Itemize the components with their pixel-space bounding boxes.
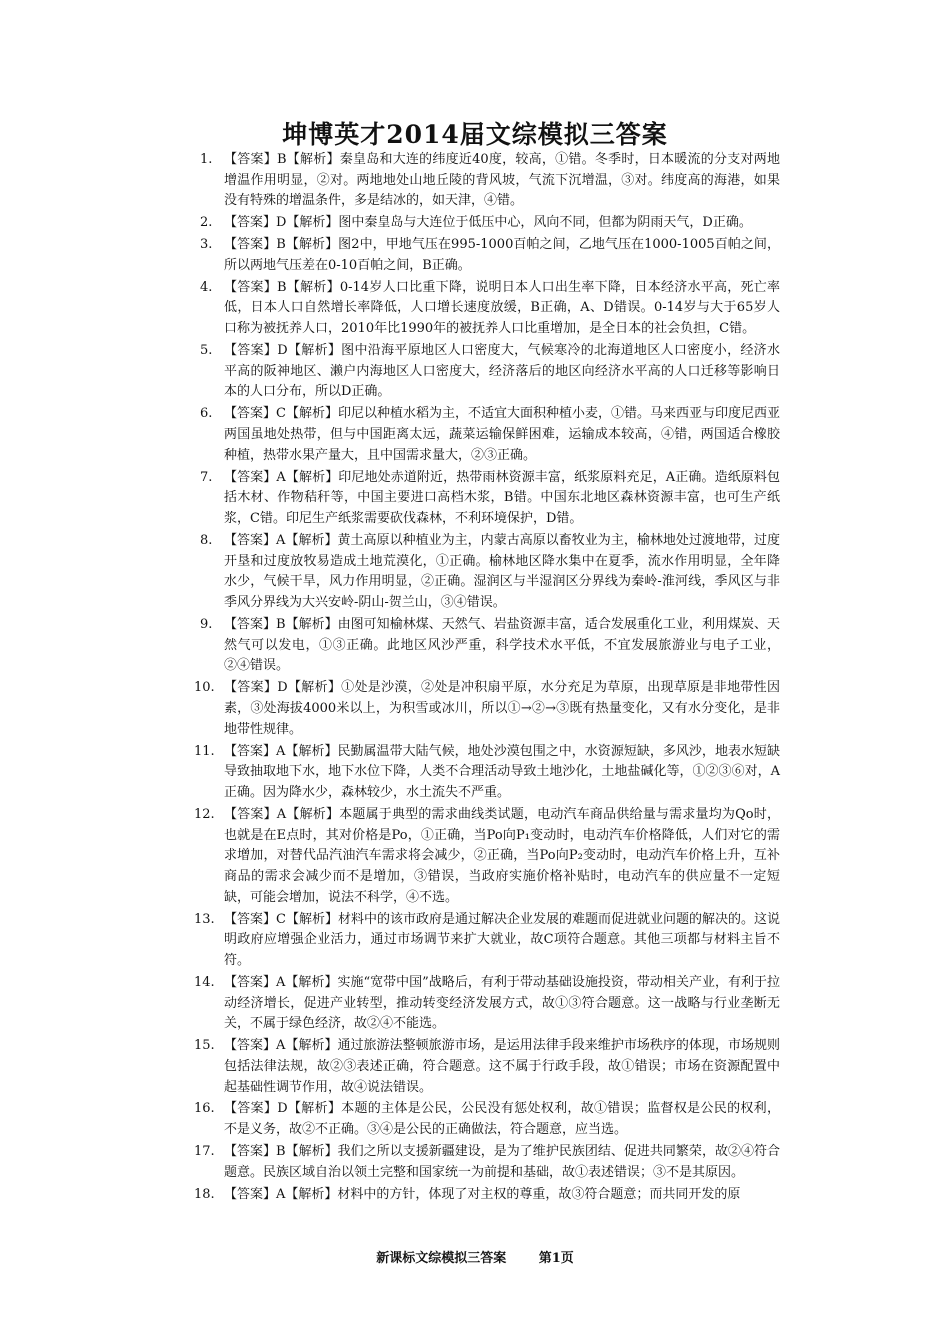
item-text: 【答案】D【解析】本题的主体是公民，公民没有惩处权利，故①错误；监督权是公民的权利，不是义务，故②不正确。③④是公民的正确做法，符合题意，应当选。: [224, 1101, 780, 1138]
page-footer: [0, 1247, 950, 1266]
item-text: 【答案】B【解析】我们之所以支援新疆建设，是为了维护民族团结、促进共同繁荣，故②④符合题意。民族区域自治以领土完整和国家统一为前提和基础，故①表述错误；③不是其原因。: [224, 1144, 780, 1180]
item-number: 15.: [194, 1038, 215, 1054]
item-text: 【答案】A【解析】本题属于典型的需求曲线类试题，电动汽车商品供给量与需求量均为Qo时，也就是在E点时，其对价格是Po，①正确，当Po向P₁变动时，电动汽车价格降低，人们对它的需求增加，对替代品汽油汽车需求将会减少，②正确，当Po向P₂变动时，电动汽车价格上升，互补商品的需求会减少而不是增加，③错误，当政府实施价格补贴时，电动汽车的供应量不一定短缺，可能会增加，说法不科学，④不选。: [224, 806, 780, 905]
item-text: 【答案】A【解析】黄土高原以种植业为主，内蒙古高原以畜牧业为主，榆林地处过渡地带，过度开垦和过度放牧易造成土地荒漠化，①正确。榆林地区降水集中在夏季，流水作用明显，全年降水少，气候干旱，风力作用明显，②正确。湿润区与半湿润区分界线为秦岭-淮河线，季风区与非季风分界线为大兴安岭-阴山-贺兰山，③④错误。: [224, 532, 780, 611]
list-item: [200, 213, 780, 234]
item-text: 【答案】B【解析】秦皇岛和大连的纬度近40度，较高，①错。冬季时，日本暖流的分支对两地增温作用明显，②对。两地地处山地丘陵的背风坡，气流下沉增温，③对。纬度高的海港，如果没有特殊的增温条件，多是结冰的，如天津，④错。: [224, 152, 780, 209]
list-item: [194, 1142, 780, 1183]
item-text: 【答案】A【解析】通过旅游法整顿旅游市场，是运用法律手段来维护市场秩序的体现，市场规则包括法律法规，故②③表述正确，符合题意。这不属于行政手段，故①错误；市场在资源配置中起基础性调节作用，故④说法错误。: [224, 1038, 780, 1095]
item-text: 【答案】B【解析】图2中，甲地气压在995-1000百帕之间，乙地气压在1000-1005百帕之间，所以两地气压差在0-10百帕之间，B正确。: [224, 237, 780, 273]
list-item: [200, 404, 780, 466]
list-item: [194, 973, 780, 1035]
item-number: 1.: [200, 152, 213, 167]
item-text: 【答案】A【解析】民勤属温带大陆气候，地处沙漠包围之中，水资源短缺，多风沙，地表水短缺导致抽取地下水，地下水位下降，人类不合理活动导致土地沙化，土地盐碱化等，①②③⑥对，A正确。因为降水少，森林较少，水土流失不严重。: [224, 743, 780, 800]
item-number: 7.: [200, 469, 213, 485]
item-number: 9.: [200, 616, 213, 632]
item-text: 【答案】B【解析】0-14岁人口比重下降，说明日本人口出生率下降，日本经济水平高，死亡率低，日本人口自然增长率降低，人口增长速度放缓，B正确，A、D错误。0-14岁与大于65岁人口称为被抚养人口，2010年比1990年的被抚养人口比重增加，是全日本的社会负担，C错。: [224, 279, 780, 337]
item-text: 【答案】D【解析】图中秦皇岛与大连位于低压中心，风向不同，但都为阴雨天气，D正确。: [224, 215, 752, 231]
list-item: [194, 742, 780, 804]
list-item: [194, 805, 780, 909]
item-number: 4.: [200, 279, 213, 295]
item-number: 11.: [194, 743, 215, 759]
answer-list: [194, 150, 780, 1207]
list-item: [194, 910, 780, 972]
list-item: [200, 341, 780, 403]
list-item: [200, 615, 780, 677]
item-text: 【答案】D【解析】①处是沙漠，②处是冲积扇平原，水分充足为草原，出现草原是非地带性因素，③处海拔4000米以上，为积雪或冰川，所以①→②→③既有热量变化，又有水分变化，是非地带性规律。: [224, 680, 780, 737]
item-number: 18.: [194, 1186, 215, 1202]
item-number: 5.: [200, 343, 213, 359]
item-number: 16.: [194, 1101, 215, 1117]
list-item: [200, 531, 780, 614]
item-number: 2.: [200, 215, 213, 231]
item-text: 【答案】A【解析】印尼地处赤道附近，热带雨林资源丰富，纸浆原料充足，A正确。造纸原料包括木材、作物秸秆等，中国主要进口高档木浆，B错。中国东北地区森林资源丰富，也可生产纸浆，C错。印尼生产纸浆需要砍伐森林，不利环境保护，D错。: [224, 469, 780, 527]
list-item: [200, 468, 780, 530]
footer-document-name: 新课标文综模拟三答案: [376, 1251, 507, 1266]
item-number: 10.: [194, 680, 215, 696]
item-number: 13.: [194, 911, 215, 927]
item-number: 12.: [194, 806, 215, 822]
item-number: 17.: [194, 1144, 215, 1160]
item-number: 3.: [200, 237, 213, 253]
list-item: [194, 1099, 780, 1140]
list-item: [200, 235, 780, 276]
list-item: [194, 678, 780, 740]
item-number: 6.: [200, 406, 213, 422]
list-item: [194, 1036, 780, 1098]
item-text: 【答案】A【解析】材料中的方针，体现了对主权的尊重，故③符合题意；而共同开发的原: [224, 1186, 741, 1202]
footer-page-number: 第1页: [538, 1251, 574, 1266]
item-number: 14.: [194, 974, 215, 990]
item-text: 【答案】A【解析】实施“宽带中国”战略后，有利于带动基础设施投资，带动相关产业，有利于拉动经济增长，促进产业转型，推动转变经济发展方式，故①③符合题意。这一战略与行业垄断无关，不属于绿色经济，故②④不能选。: [224, 974, 780, 1032]
item-text: 【答案】D【解析】图中沿海平原地区人口密度大，气候寒冷的北海道地区人口密度小，经济水平高的阪神地区、濑户内海地区人口密度大，经济落后的地区向经济水平高的人口迁移等影响日本的人口分布，所以D正确。: [224, 343, 780, 400]
item-text: 【答案】B【解析】由图可知榆林煤、天然气、岩盐资源丰富，适合发展重化工业，利用煤炭、天然气可以发电，①③正确。此地区风沙严重，科学技术水平低，不宜发展旅游业与电子工业，②④错误。: [224, 616, 780, 674]
page-title: 坤博英才2014届文综模拟三答案: [282, 120, 668, 149]
item-text: 【答案】C【解析】印尼以种植水稻为主，不适宜大面积种植小麦，①错。马来西亚与印度尼西亚两国虽地处热带，但与中国距离太远，蔬菜运输保鲜困难，运输成本较高，④错，两国适合橡胶种植，热带水果产量大，且中国需求量大，②③正确。: [224, 406, 780, 463]
list-item: [194, 1185, 780, 1206]
item-text: 【答案】C【解析】材料中的该市政府是通过解决企业发展的难题而促进就业问题的解决的。这说明政府应增强企业活力，通过市场调节来扩大就业，故C项符合题意。其他三项都与材料主旨不符。: [224, 911, 780, 968]
item-number: 8.: [200, 532, 213, 548]
list-item: [200, 150, 780, 212]
list-item: [200, 278, 780, 340]
